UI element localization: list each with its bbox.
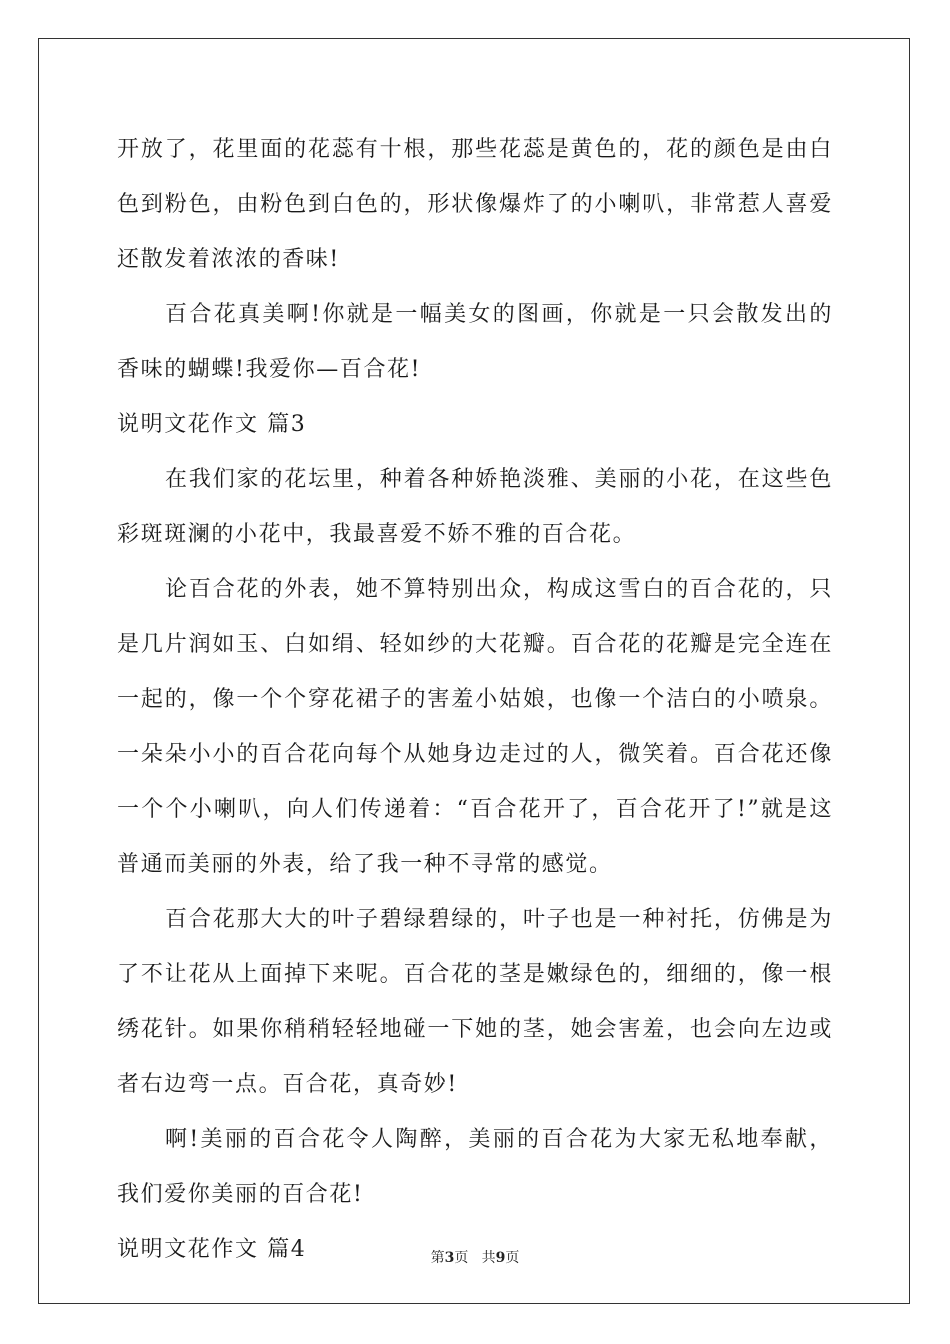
paragraph: 百合花真美啊!你就是一幅美女的图画，你就是一只会散发出的香味的蝴蝶!我爱你—百合花! bbox=[117, 302, 833, 382]
page-footer bbox=[0, 1247, 950, 1267]
paragraph: 在我们家的花坛里，种着各种娇艳淡雅、美丽的小花，在这些色彩斑斑澜的小花中，我最喜爱不娇不雅的百合花。 bbox=[117, 467, 833, 547]
footer-prefix: 第 bbox=[430, 1250, 445, 1266]
section-heading: 说明文花作文 篇3 bbox=[117, 412, 307, 437]
footer-page-suffix: 页 bbox=[454, 1250, 469, 1266]
paragraph: 开放了，花里面的花蕊有十根，那些花蕊是黄色的，花的颜色是由白色到粉色，由粉色到白色的，形状像爆炸了的小喇叭，非常惹人喜爱还散发着浓浓的香味! bbox=[117, 137, 833, 272]
paragraph: 啊!美丽的百合花令人陶醉，美丽的百合花为大家无私地奉献，我们爱你美丽的百合花! bbox=[117, 1127, 833, 1207]
page-number: 3 bbox=[444, 1250, 455, 1266]
section-heading: 说明文花作文 篇4 bbox=[117, 1237, 307, 1262]
paragraph: 百合花那大大的叶子碧绿碧绿的，叶子也是一种衬托，仿佛是为了不让花从上面掉下来呢。百合花的茎是嫩绿色的，细细的，像一根绣花针。如果你稍稍轻轻地碰一下她的茎，她会害羞，也会向左边或者右边弯一点。百合花，真奇妙! bbox=[117, 907, 833, 1097]
document-body bbox=[117, 122, 833, 1277]
footer-total-prefix: 共 bbox=[481, 1250, 496, 1266]
paragraph: 论百合花的外表，她不算特别出众，构成这雪白的百合花的，只是几片润如玉、白如绢、轻如纱的大花瓣。百合花的花瓣是完全连在一起的，像一个个穿花裙子的害羞小姑娘，也像一个洁白的小喷泉。一朵朵小小的百合花向每个从她身边走过的人，微笑着。百合花还像一个个小喇叭，向人们传递着：“百合花开了，百合花开了!”就是这普通而美丽的外表，给了我一种不寻常的感觉。 bbox=[117, 577, 833, 877]
total-pages: 9 bbox=[495, 1250, 506, 1266]
footer-total-suffix: 页 bbox=[505, 1250, 520, 1266]
